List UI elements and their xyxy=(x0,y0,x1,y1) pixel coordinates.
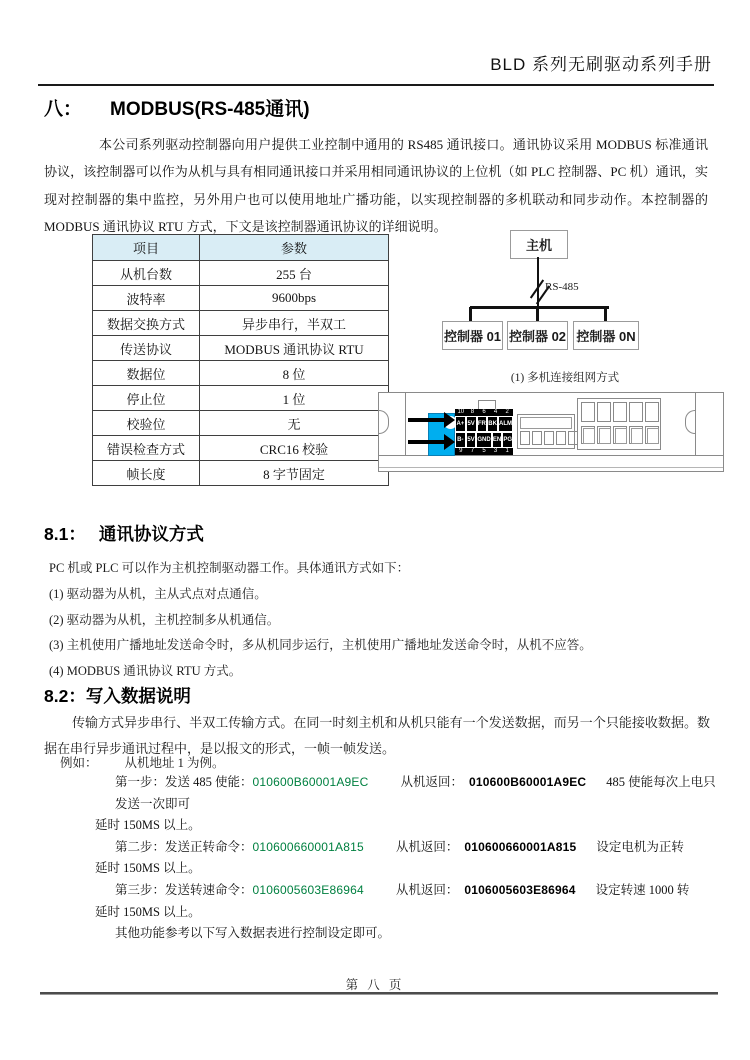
row-value: 无 xyxy=(200,411,389,436)
signal-pin-block xyxy=(455,409,513,455)
pin-label: GND xyxy=(476,432,491,448)
table-row xyxy=(93,436,389,461)
table-row xyxy=(93,311,389,336)
table-row xyxy=(93,411,389,436)
diagram-caption: (1) 多机连接组网方式 xyxy=(510,372,620,384)
pin-number: 10 xyxy=(457,409,465,415)
list-item: (2) 驱动器为从机，主机控制多从机通信。 xyxy=(49,612,280,627)
terminal-pin xyxy=(613,402,627,422)
table-row xyxy=(93,361,389,386)
left-flange-line xyxy=(405,393,406,455)
row-value: 8 位 xyxy=(200,361,389,386)
section-8-1-lead: PC 机或 PLC 可以作为主机控制驱动器工作。具体通讯方式如下： xyxy=(49,561,410,575)
step-send-label: 第三步：发送转速命令： xyxy=(115,882,253,897)
list-item: (1) 驱动器为从机，主从式点对点通信。 xyxy=(49,587,267,601)
row-value: 1 位 xyxy=(200,386,389,411)
step-1-line xyxy=(44,772,724,815)
pin-label: 5V xyxy=(466,432,477,448)
terminal-pin xyxy=(581,402,595,422)
modbus-params-table xyxy=(92,234,389,486)
arrow-to-b-minus xyxy=(408,440,445,444)
row-label: 数据交换方式 xyxy=(93,311,200,336)
pin-number: 1 xyxy=(505,448,509,454)
bus-label: RS-485 xyxy=(545,281,579,293)
pin-label: A+ xyxy=(455,416,466,432)
step-3-delay: 延时 150MS 以上。 xyxy=(95,904,201,919)
right-mount-notch xyxy=(685,410,695,434)
pin-labels-row1 xyxy=(455,416,513,432)
row-label: 停止位 xyxy=(93,386,200,411)
terminal-pin xyxy=(597,402,611,422)
section-8-2-paragraph: 传输方式异步串行、半双工传输方式。在同一时刻主机和从机只能有一个发送数据，而另一个只能接收数据。数据在串行异步通讯过程中，是以报文的形式，一帧一帧发送。 xyxy=(44,715,710,756)
pin-numbers-top xyxy=(455,409,513,416)
chapter-heading xyxy=(44,94,310,121)
example-label: 例如： xyxy=(60,756,98,770)
chapter-title: MODBUS(RS-485通讯) xyxy=(110,99,310,120)
pin-number: 9 xyxy=(459,448,463,454)
section-number: 8.2： xyxy=(44,686,86,706)
step-3-line xyxy=(44,880,724,902)
row-label: 数据位 xyxy=(93,361,200,386)
network-diagram xyxy=(440,228,720,388)
pin-label: FR xyxy=(477,416,488,432)
pin-labels-row2 xyxy=(455,432,513,448)
table-row xyxy=(93,386,389,411)
row-label: 从机台数 xyxy=(93,261,200,286)
row-value: 异步串行，半双工 xyxy=(200,311,389,336)
left-mount-notch xyxy=(379,410,389,434)
chapter-number: 八： xyxy=(44,99,83,120)
pin-number: 3 xyxy=(493,448,498,454)
row-label: 传送协议 xyxy=(93,336,200,361)
terminal-pin xyxy=(613,426,627,444)
section-8-1-heading xyxy=(44,521,204,546)
row-label: 波特率 xyxy=(93,286,200,311)
example-intro: 从机地址 1 为例。 xyxy=(124,756,225,770)
terminal-slot xyxy=(520,417,572,429)
pin-label: EN xyxy=(492,432,503,448)
terminal-squares-bottom xyxy=(581,426,659,444)
step-send-label: 第一步：发送 485 使能： xyxy=(115,775,253,789)
step-return-hex: 0106005603E86964 xyxy=(464,882,576,897)
step-send-label: 第二步：发送正转命令： xyxy=(115,839,253,854)
terminal-squares-top xyxy=(581,402,659,422)
drop-line xyxy=(604,307,607,322)
right-flange-line xyxy=(695,393,696,455)
terminal-pin xyxy=(556,431,566,445)
row-value: 255 台 xyxy=(200,261,389,286)
table-row xyxy=(93,261,389,286)
table-row xyxy=(93,286,389,311)
comm-mode-list xyxy=(49,582,709,684)
section-title: 通讯协议方式 xyxy=(98,524,204,544)
pin-number: 4 xyxy=(493,409,498,415)
section-title: 写入数据说明 xyxy=(85,686,191,706)
table-row xyxy=(93,461,389,486)
row-label: 错误检查方式 xyxy=(93,436,200,461)
slave-node-0n: 控制器 0N xyxy=(573,321,639,350)
pin-label: 5V xyxy=(466,416,477,432)
base-plate-line xyxy=(379,467,723,468)
drop-line xyxy=(536,307,539,322)
table-header-param: 参数 xyxy=(200,235,389,261)
section-8-2-heading xyxy=(44,683,191,708)
step-return-hex: 010600B60001A9EC xyxy=(469,775,587,789)
table-row xyxy=(93,336,389,361)
list-item: (4) MODBUS 通讯协议 RTU 方式。 xyxy=(49,663,242,678)
pin-label: ALM xyxy=(498,416,513,432)
terminal-pin xyxy=(544,431,554,445)
pin-label: BK xyxy=(487,416,498,432)
pin-number: 5 xyxy=(482,448,486,454)
middle-terminal-block xyxy=(517,414,575,449)
terminal-pin xyxy=(645,426,659,444)
write-steps xyxy=(44,772,724,945)
step-note: 设定电机为正转 xyxy=(596,839,684,854)
slave-node-02: 控制器 02 xyxy=(507,321,568,350)
steps-footer-note: 其他功能参考以下写入数据表进行控制设定即可。 xyxy=(115,926,391,941)
pin-number: 2 xyxy=(505,409,509,415)
step-note: 设定转速 1000 转 xyxy=(595,882,690,897)
terminal-pin xyxy=(597,426,611,444)
pin-number: 6 xyxy=(482,409,486,415)
step-send-hex: 010600B60001A9EC xyxy=(252,775,369,789)
step-send-hex: 010600660001A815 xyxy=(252,839,364,854)
step-2-line xyxy=(44,837,724,859)
page-number: 第 八 页 xyxy=(345,978,405,992)
table-header-item: 项目 xyxy=(93,235,200,261)
terminal-pin xyxy=(581,426,595,444)
example-line xyxy=(60,753,225,771)
pin-number: 8 xyxy=(470,409,475,415)
terminal-pin xyxy=(645,402,659,422)
master-node: 主机 xyxy=(510,230,568,259)
arrow-to-a-plus-head xyxy=(444,412,455,428)
step-return-hex: 010600660001A815 xyxy=(464,839,577,854)
step-2-delay: 延时 150MS 以上。 xyxy=(95,861,201,876)
step-send-hex: 0106005603E86964 xyxy=(252,882,364,897)
row-value: 8 字节固定 xyxy=(200,461,389,486)
document-title: BLD 系列无刷驱动系列手册 xyxy=(490,55,712,74)
terminal-pin xyxy=(629,402,643,422)
row-value: CRC16 校验 xyxy=(200,436,389,461)
header-rule xyxy=(38,84,714,86)
slave-node-01: 控制器 01 xyxy=(442,321,503,350)
row-value: 9600bps xyxy=(200,286,389,311)
driver-board-drawing xyxy=(378,392,724,472)
table-header-row xyxy=(93,235,389,261)
terminal-pin xyxy=(520,431,530,445)
terminal-squares xyxy=(520,431,578,445)
bus-horizontal-line xyxy=(470,306,609,309)
step-note: 485 使能每次上电只发送一次即可 xyxy=(115,775,716,811)
terminal-pin xyxy=(629,426,643,444)
step-return-label: 从机返回： xyxy=(395,882,459,897)
arrow-to-b-minus-head xyxy=(444,434,455,450)
pin-label: B- xyxy=(455,432,466,448)
list-item: (3) 主机使用广播地址发送命令时，多从机同步运行，主机使用广播地址发送命令时，从机不应答。 xyxy=(49,638,592,652)
row-label: 帧长度 xyxy=(93,461,200,486)
pin-number: 7 xyxy=(470,448,475,454)
step-1-delay: 延时 150MS 以上。 xyxy=(95,818,201,833)
row-value: MODBUS 通讯协议 RTU xyxy=(200,336,389,361)
terminal-pin xyxy=(532,431,542,445)
pin-numbers-bottom xyxy=(455,448,513,455)
power-terminal-block xyxy=(577,398,661,450)
pin-label: PG xyxy=(502,432,513,448)
step-return-label: 从机返回： xyxy=(395,839,459,854)
arrow-to-a-plus xyxy=(408,418,445,422)
step-return-label: 从机返回： xyxy=(400,775,463,789)
row-label: 校验位 xyxy=(93,411,200,436)
footer-rule xyxy=(40,992,718,995)
intro-paragraph: 本公司系列驱动控制器向用户提供工业控制中通用的 RS485 通讯接口。通讯协议采用 MODBUS 标准通讯协议，该控制器可以作为从机与具有相同通讯接口并采用相同通讯协议的上位机（如 PLC 控制器、PC 机）通讯，实现对控制器的集中监控，另外用户也可以使用地址广播功能，以实现控制器的多机联动和同步动作。本控制器的 MODBUS 通讯协议 RTU 方式，下文是该控制器通讯协议的详细说明。 xyxy=(44,137,708,235)
drop-line xyxy=(469,307,472,322)
section-number: 8.1： xyxy=(44,524,86,544)
